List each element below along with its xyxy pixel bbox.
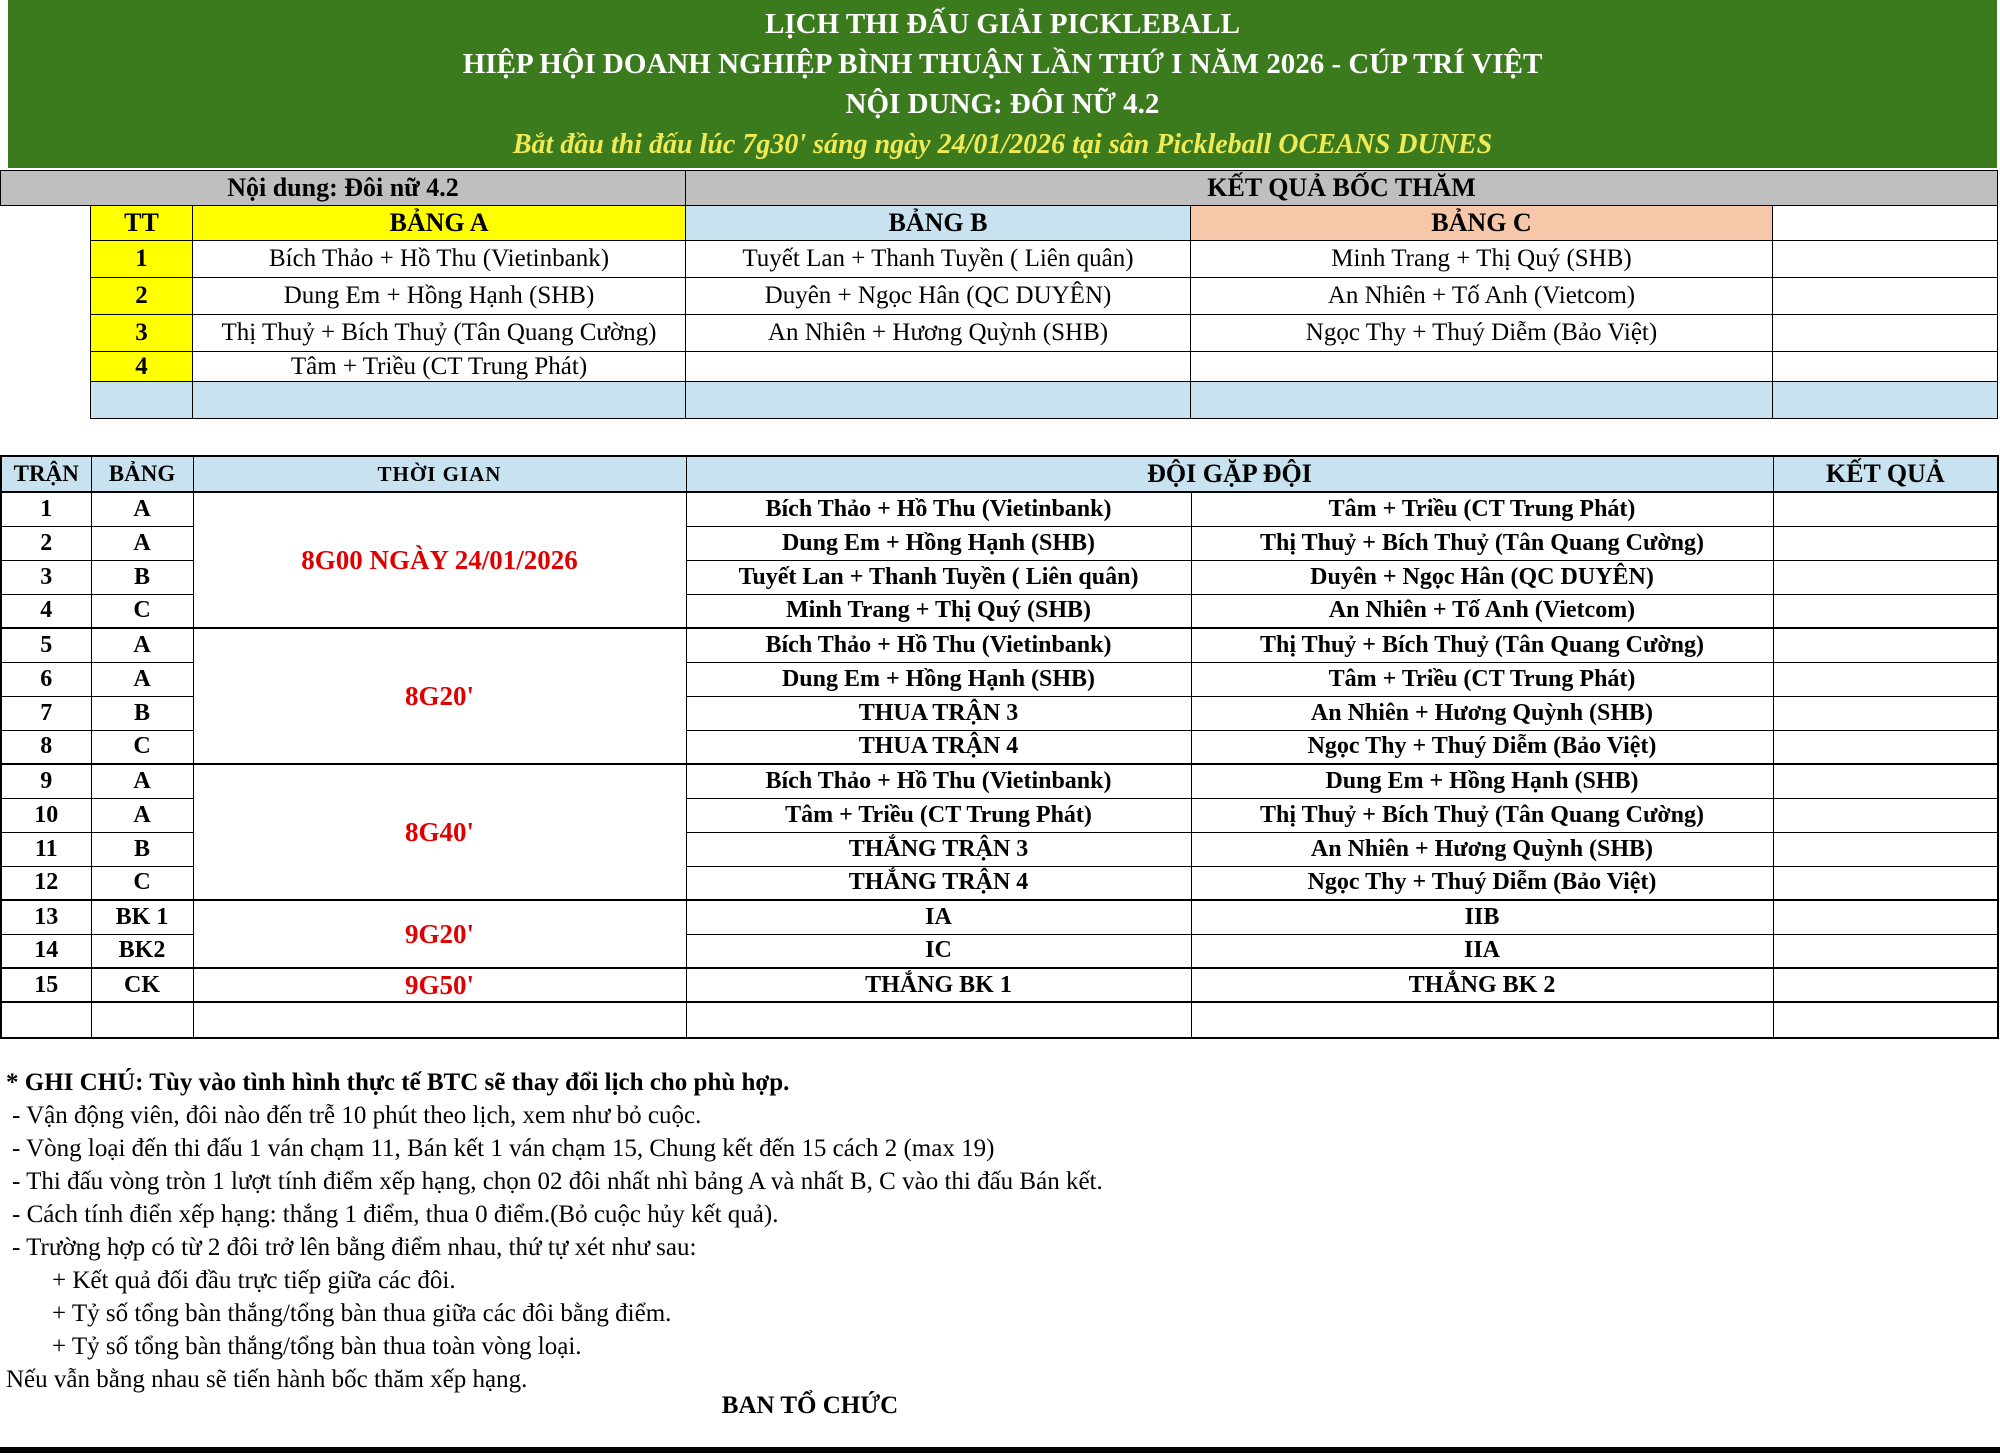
group-cell: A [91,628,193,662]
match-number: 2 [1,526,91,560]
team-cell-a: Tâm + Triều (CT Trung Phát) [193,352,686,382]
team1-cell: THẮNG TRẬN 4 [686,866,1191,900]
team1-cell: Tâm + Triều (CT Trung Phát) [686,798,1191,832]
note-line: * GHI CHÚ: Tùy vào tình hình thực tế BTC sẽ thay đổi lịch cho phù hợp. [6,1069,790,1096]
title-banner [8,0,1997,168]
col-header-bang-c: BẢNG C [1191,206,1773,241]
empty-cell [1191,382,1773,419]
team2-cell: An Nhiên + Tố Anh (Vietcom) [1191,594,1773,628]
empty-cell [1773,278,1998,315]
banner-title-line2: HIỆP HỘI DOANH NGHIỆP BÌNH THUẬN LẦN THỨ I NĂM 2026 - CÚP TRÍ VIỆT [462,47,1543,80]
col-header-thoi-gian: THỜI GIAN [193,456,686,492]
match-number: 12 [1,866,91,900]
tt-cell: 3 [91,315,193,352]
banner-subtitle-start-time: Bắt đầu thi đấu lúc 7g30' sáng ngày 24/01/2026 tại sân Pickleball OCEANS DUNES [512,128,1493,160]
team-cell-c: An Nhiên + Tố Anh (Vietcom) [1191,278,1773,315]
table-row [1,1002,1998,1038]
result-cell [1773,560,1998,594]
group-cell: BK2 [91,934,193,968]
match-number: 9 [1,764,91,798]
draw-table-left-title: Nội dung: Đôi nữ 4.2 [1,171,686,206]
result-cell [1773,526,1998,560]
result-cell [1773,594,1998,628]
team-cell-b: Tuyết Lan + Thanh Tuyền ( Liên quân) [686,241,1191,278]
time-slot-cell: 9G50' [193,968,686,1002]
result-cell [1773,832,1998,866]
time-slot-cell: 8G20' [193,628,686,764]
empty-cell [1773,352,1998,382]
table-row [1,492,1998,526]
group-cell: A [91,526,193,560]
result-cell [1773,628,1998,662]
organizer-signature: BAN TỔ CHỨC [721,1392,899,1419]
team-cell-c [1191,352,1773,382]
match-number: 11 [1,832,91,866]
result-cell [1773,934,1998,968]
note-line: + Tỷ số tổng bàn thắng/tổng bàn thua toàn vòng loại. [52,1333,582,1360]
empty-cell [1,1002,91,1038]
team1-cell: IC [686,934,1191,968]
empty-cell [1773,206,1998,241]
result-cell [1773,764,1998,798]
draw-table-right-title: KẾT QUẢ BỐC THĂM [686,171,1998,206]
team2-cell: Duyên + Ngọc Hân (QC DUYÊN) [1191,560,1773,594]
team2-cell: IIB [1191,900,1773,934]
group-cell: BK 1 [91,900,193,934]
team2-cell: THẮNG BK 2 [1191,968,1773,1002]
result-cell [1773,798,1998,832]
note-line: - Vận động viên, đôi nào đến trễ 10 phút theo lịch, xem như bỏ cuộc. [12,1102,702,1129]
match-schedule-table [0,455,1999,1039]
team1-cell: Bích Thảo + Hồ Thu (Vietinbank) [686,628,1191,662]
group-cell: B [91,560,193,594]
time-slot-cell: 8G00 NGÀY 24/01/2026 [193,492,686,628]
col-header-tran: TRẬN [1,456,91,492]
group-cell: C [91,730,193,764]
note-line: Nếu vẫn bằng nhau sẽ tiến hành bốc thăm xếp hạng. [6,1366,528,1393]
table-row [1,241,1998,278]
team1-cell: THUA TRẬN 4 [686,730,1191,764]
group-cell: CK [91,968,193,1002]
match-number: 6 [1,662,91,696]
table-row [1,900,1998,934]
team2-cell: Dung Em + Hồng Hạnh (SHB) [1191,764,1773,798]
group-cell: B [91,832,193,866]
result-cell [1773,662,1998,696]
table-row [1,278,1998,315]
team2-cell: Thị Thuỷ + Bích Thuỷ (Tân Quang Cường) [1191,628,1773,662]
team1-cell: Dung Em + Hồng Hạnh (SHB) [686,662,1191,696]
team2-cell: Tâm + Triều (CT Trung Phát) [1191,492,1773,526]
team-cell-b [686,352,1191,382]
note-line: - Trường hợp có từ 2 đôi trở lên bằng điểm nhau, thứ tự xét như sau: [12,1234,697,1261]
group-cell: B [91,696,193,730]
match-number: 3 [1,560,91,594]
result-cell [1773,900,1998,934]
match-number: 15 [1,968,91,1002]
table-row [1,352,1998,382]
tt-cell: 4 [91,352,193,382]
banner-title-line3: NỘI DUNG: ĐÔI NỮ 4.2 [845,87,1160,120]
note-line: - Cách tính điển xếp hạng: thắng 1 điểm, thua 0 điểm.(Bỏ cuộc hủy kết quả). [12,1201,779,1228]
result-cell [1773,866,1998,900]
group-cell: A [91,764,193,798]
team2-cell: An Nhiên + Hương Quỳnh (SHB) [1191,832,1773,866]
team2-cell: IIA [1191,934,1773,968]
table-row [1,171,1998,206]
note-line: - Vòng loại đến thi đấu 1 ván chạm 11, Bán kết 1 ván chạm 15, Chung kết đến 15 cách 2 (max 19) [12,1135,995,1162]
team-cell-c: Ngọc Thy + Thuý Diễm (Bảo Việt) [1191,315,1773,352]
table-row [1,456,1998,492]
empty-cell [193,1002,686,1038]
result-cell [1773,696,1998,730]
table-row [1,764,1998,798]
col-header-bang: BẢNG [91,456,193,492]
match-number: 10 [1,798,91,832]
team-cell-c: Minh Trang + Thị Quý (SHB) [1191,241,1773,278]
match-number: 5 [1,628,91,662]
group-cell: C [91,866,193,900]
note-line: - Thi đấu vòng tròn 1 lượt tính điểm xếp hạng, chọn 02 đôi nhất nhì bảng A và nhất B, C vào thi đấu Bán kết. [12,1168,1103,1195]
tt-cell: 1 [91,241,193,278]
col-header-bang-a: BẢNG A [193,206,686,241]
empty-cell [193,382,686,419]
col-header-bang-b: BẢNG B [686,206,1191,241]
group-cell: A [91,492,193,526]
notes-block [6,1066,1906,1396]
empty-cell [1773,241,1998,278]
team2-cell: An Nhiên + Hương Quỳnh (SHB) [1191,696,1773,730]
time-slot-cell: 9G20' [193,900,686,968]
col-header-tt: TT [91,206,193,241]
team2-cell: Tâm + Triều (CT Trung Phát) [1191,662,1773,696]
empty-cell [91,1002,193,1038]
table-row [1,968,1998,1002]
team1-cell: IA [686,900,1191,934]
team-cell-a: Dung Em + Hồng Hạnh (SHB) [193,278,686,315]
team-cell-a: Bích Thảo + Hồ Thu (Vietinbank) [193,241,686,278]
team1-cell: Bích Thảo + Hồ Thu (Vietinbank) [686,492,1191,526]
col-header-ket-qua: KẾT QUẢ [1773,456,1998,492]
team1-cell: Dung Em + Hồng Hạnh (SHB) [686,526,1191,560]
team1-cell: Bích Thảo + Hồ Thu (Vietinbank) [686,764,1191,798]
empty-cell [1773,315,1998,352]
result-cell [1773,492,1998,526]
match-number: 14 [1,934,91,968]
match-number: 7 [1,696,91,730]
team1-cell: Minh Trang + Thị Quý (SHB) [686,594,1191,628]
team2-cell: Ngọc Thy + Thuý Diễm (Bảo Việt) [1191,730,1773,764]
empty-cell [1773,382,1998,419]
match-number: 13 [1,900,91,934]
team1-cell: THUA TRẬN 3 [686,696,1191,730]
team1-cell: THẮNG TRẬN 3 [686,832,1191,866]
note-line: + Kết quả đối đầu trực tiếp giữa các đôi. [52,1267,456,1294]
team2-cell: Thị Thuỷ + Bích Thuỷ (Tân Quang Cường) [1191,798,1773,832]
match-number: 8 [1,730,91,764]
result-cell [1773,968,1998,1002]
table-row [1,382,1998,419]
team1-cell: Tuyết Lan + Thanh Tuyền ( Liên quân) [686,560,1191,594]
table-row [1,206,1998,241]
table-row [1,315,1998,352]
team-cell-b: An Nhiên + Hương Quỳnh (SHB) [686,315,1191,352]
match-number: 1 [1,492,91,526]
draw-results-table [0,170,1998,419]
empty-cell [686,1002,1191,1038]
empty-cell [686,382,1191,419]
empty-cell [1191,1002,1773,1038]
note-line: + Tỷ số tổng bàn thắng/tổng bàn thua giữa các đôi bằng điểm. [52,1300,672,1327]
result-cell [1773,730,1998,764]
group-cell: A [91,798,193,832]
tt-cell: 2 [91,278,193,315]
team2-cell: Thị Thuỷ + Bích Thuỷ (Tân Quang Cường) [1191,526,1773,560]
col-header-doi-gap-doi: ĐỘI GẶP ĐỘI [686,456,1773,492]
match-number: 4 [1,594,91,628]
team-cell-a: Thị Thuỷ + Bích Thuỷ (Tân Quang Cường) [193,315,686,352]
team-cell-b: Duyên + Ngọc Hân (QC DUYÊN) [686,278,1191,315]
group-cell: C [91,594,193,628]
banner-title-line1: LỊCH THI ĐẤU GIẢI PICKLEBALL [765,7,1240,40]
team2-cell: Ngọc Thy + Thuý Diễm (Bảo Việt) [1191,866,1773,900]
empty-cell [1773,1002,1998,1038]
time-slot-cell: 8G40' [193,764,686,900]
group-cell: A [91,662,193,696]
team1-cell: THẮNG BK 1 [686,968,1191,1002]
empty-cell [91,382,193,419]
table-row [1,628,1998,662]
bottom-border-line [0,1447,2000,1453]
